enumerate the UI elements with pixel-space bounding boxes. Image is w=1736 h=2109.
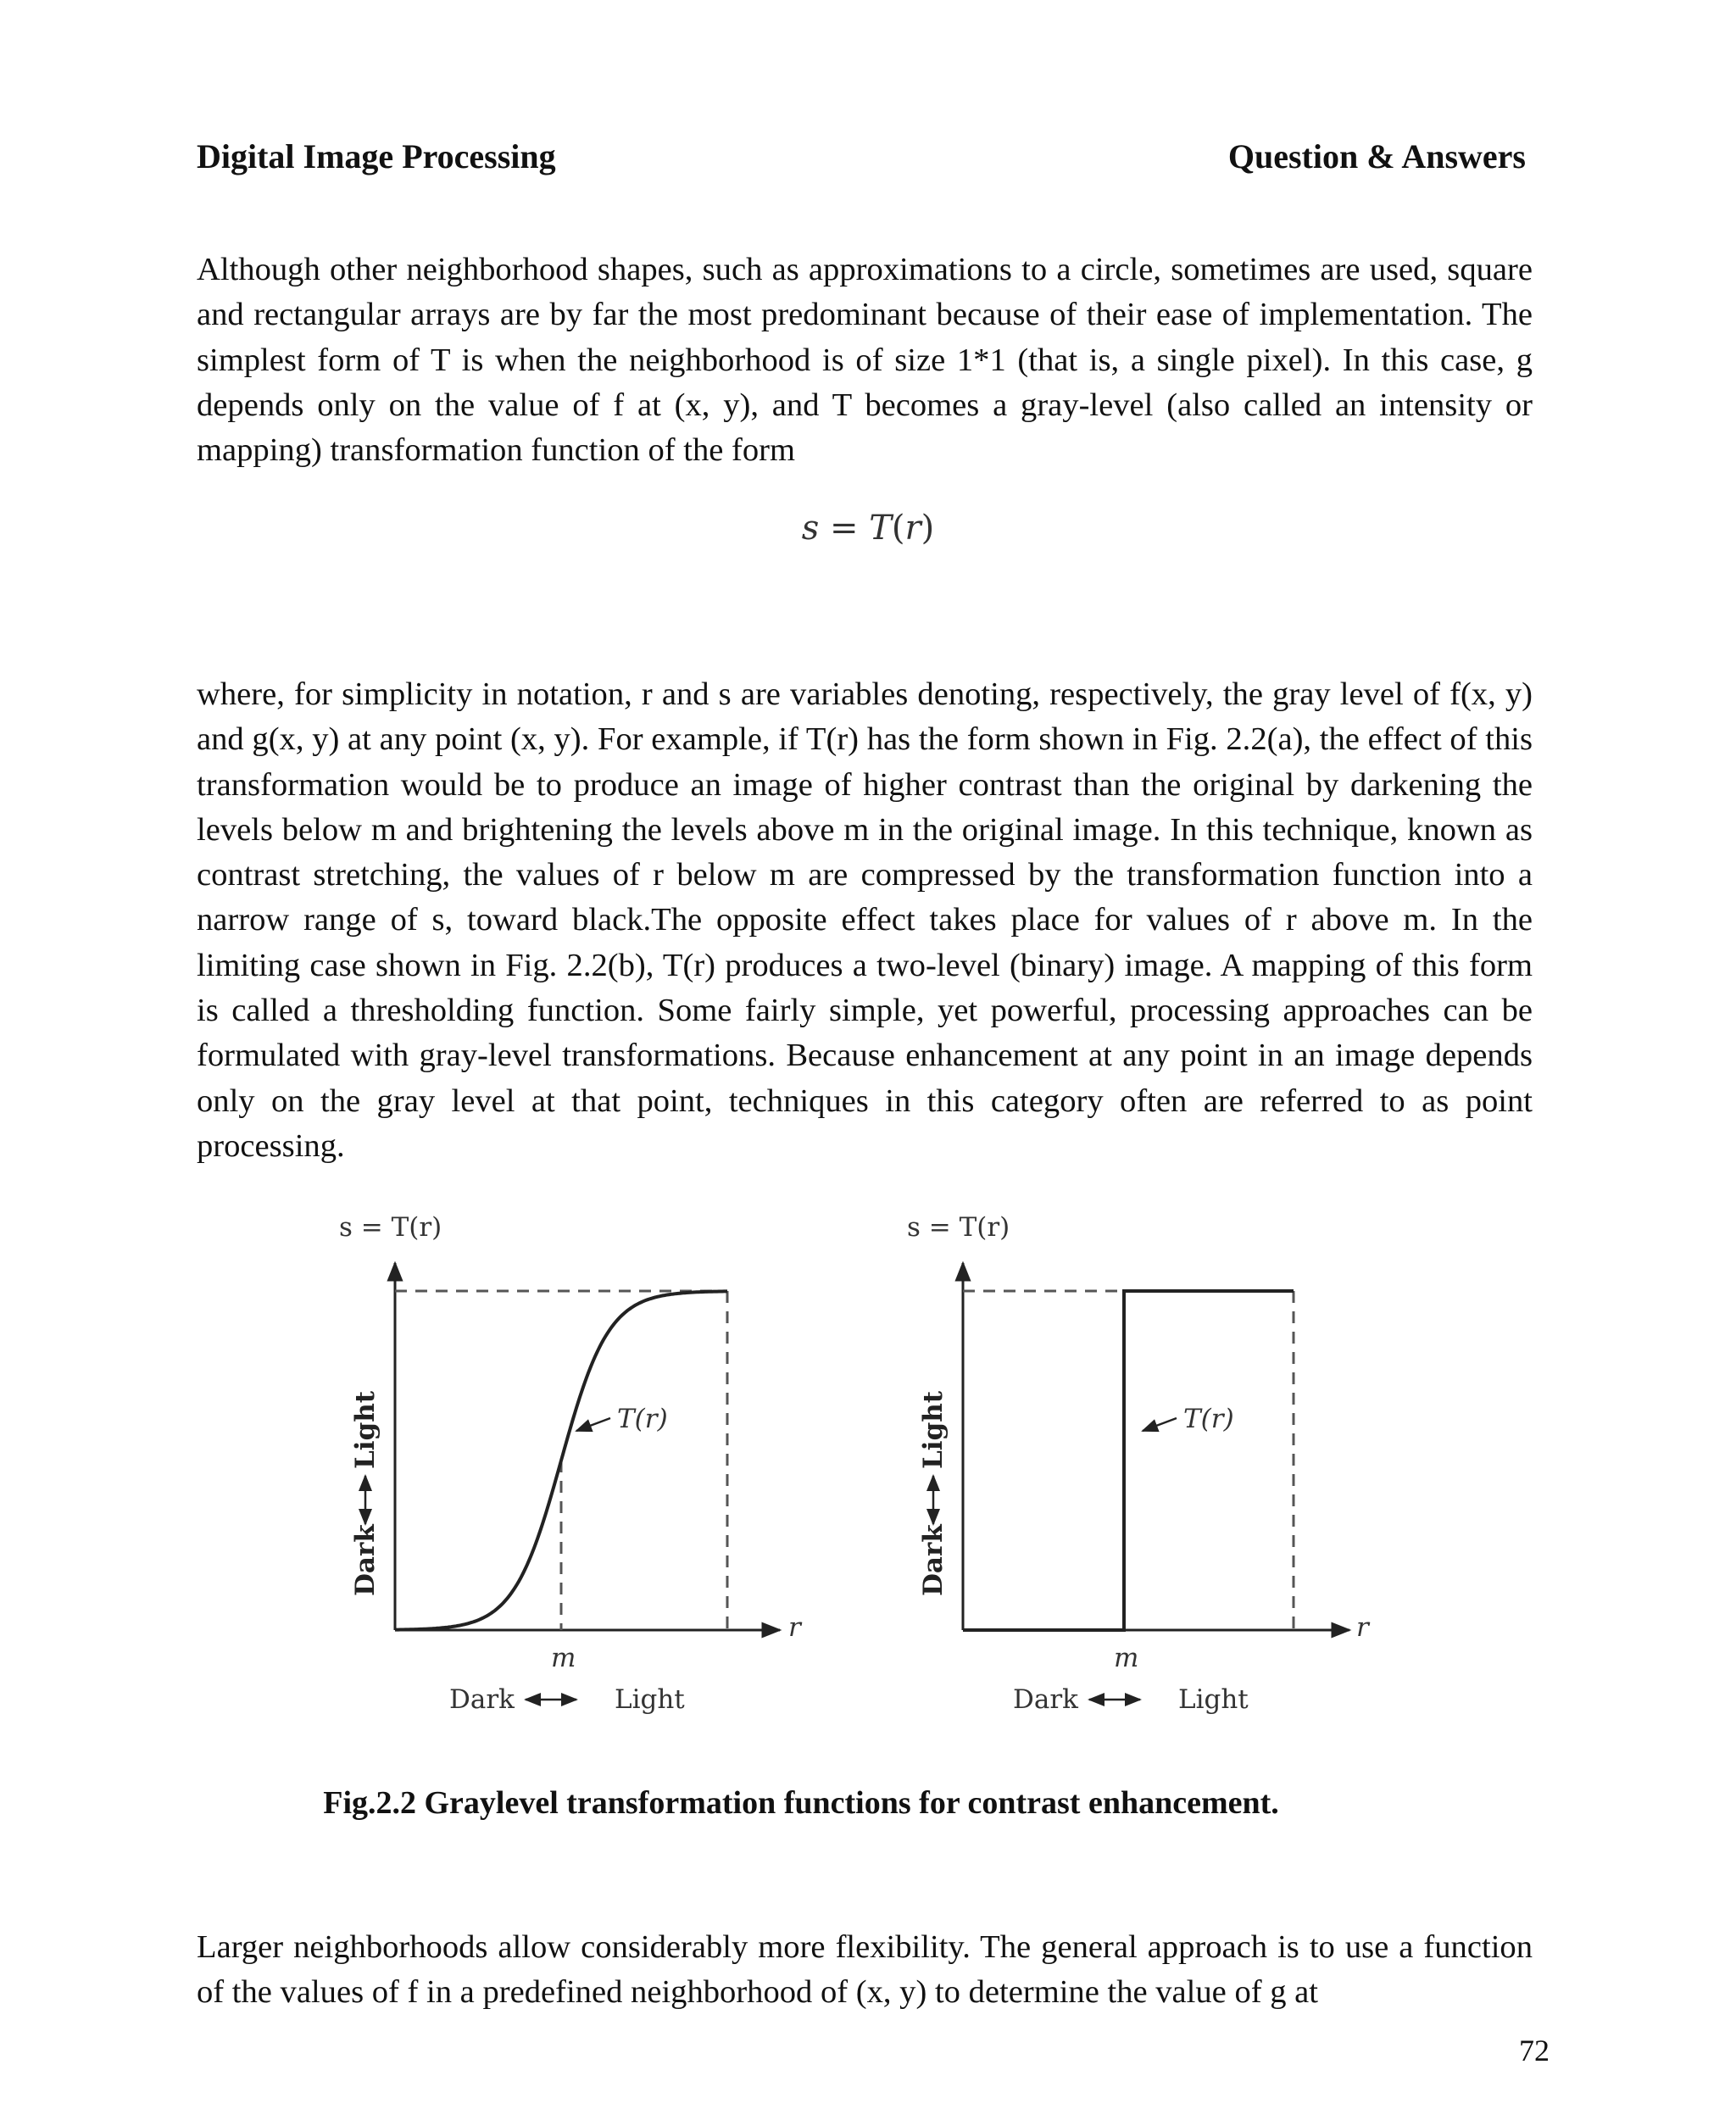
panel-b-curve-pointer xyxy=(1143,1418,1177,1431)
paragraph-larger-neighborhoods: Larger neighborhoods allow considerably more flexibility. The general approach is to use a function of the values of f in a predefined neighborhood of (x, y) to determine the value of g at xyxy=(197,1929,1533,2011)
panel-b-x-var: r xyxy=(1356,1612,1369,1643)
panel-b xyxy=(907,1212,1371,1715)
panel-a-x-light: Light xyxy=(615,1684,685,1715)
panel-b-y-light: Light xyxy=(918,1390,949,1469)
header-left: Digital Image Processing xyxy=(197,137,556,175)
equation xyxy=(0,509,1736,548)
panel-b-x-light: Light xyxy=(1178,1684,1249,1715)
panel-a-y-range xyxy=(350,1390,381,1596)
panel-a-curve-pointer xyxy=(576,1418,610,1431)
equation-lhs: s xyxy=(801,509,820,548)
equation-equals: = xyxy=(829,509,859,548)
panel-b-transform-curve xyxy=(963,1291,1294,1630)
panel-b-y-range xyxy=(918,1390,949,1596)
panel-a-y-light: Light xyxy=(350,1390,381,1469)
header-right: Question & Answers xyxy=(1227,137,1526,175)
figure-caption: Fig.2.2 Graylevel transformation functions for contrast enhancement. xyxy=(323,1785,1279,1821)
equation-fn: T xyxy=(869,509,892,548)
panel-a-threshold-label: m xyxy=(551,1643,576,1673)
equation-open-paren: ( xyxy=(891,509,905,548)
page-number: 72 xyxy=(1519,2034,1550,2067)
panel-a-x-var: r xyxy=(788,1612,801,1643)
figure-graylevel-transforms xyxy=(322,1202,1407,1728)
panel-b-y-dark: Dark xyxy=(918,1524,949,1596)
equation-close-paren: ) xyxy=(921,509,935,548)
equation-arg: r xyxy=(904,509,921,548)
panel-a-curve-label: T(r) xyxy=(617,1404,668,1434)
panel-b-threshold-label: m xyxy=(1114,1643,1139,1673)
panel-b-curve-label: T(r) xyxy=(1183,1404,1234,1434)
panel-a-y-dark: Dark xyxy=(350,1524,381,1596)
figure-svg xyxy=(322,1202,1407,1728)
panel-b-ylabel: s = T(r) xyxy=(907,1212,1010,1243)
panel-b-x-dark: Dark xyxy=(1013,1684,1078,1715)
panel-a-x-dark: Dark xyxy=(449,1684,515,1715)
panel-a xyxy=(339,1212,803,1715)
paragraph-explanation: where, for simplicity in notation, r and s are variables denoting, respectively, the gray level of f(x, y) and g(x, y) at any point (x, y). For example, if T(r) has the form shown in Fig. 2.2(a), the effect of this transformation would be to produce an image of higher contrast than the original by darkening the levels below m and brightening the levels above m in the original image. In this technique, known as contrast stretching, the values of r below m are compressed by the transformation function into a narrow range of s, toward black.The opposite effect takes place for values of r above m. In the limiting case shown in Fig. 2.2(b), T(r) produces a two-level (binary) image. A mapping of this form is called a thresholding function. Some fairly simple, yet powerful, processing approaches can be formulated with gray-level transformations. Because enhancement at any point in an image depends only on the gray level at that point, techniques in this category often are referred to as point processing. xyxy=(197,676,1533,1164)
panel-a-ylabel: s = T(r) xyxy=(339,1212,442,1243)
panel-a-transform-curve xyxy=(395,1291,727,1629)
paragraph-intro: Although other neighborhood shapes, such as approximations to a circle, sometimes are used, square and rectangular arrays are by far the most predominant because of their ease of implementation. The simplest form of T is when the neighborhood is of size 1*1 (that is, a single pixel). In this case, g depends only on the value of f at (x, y), and T becomes a gray-level (also called an intensity or mapping) transformation function of the form xyxy=(197,252,1533,469)
